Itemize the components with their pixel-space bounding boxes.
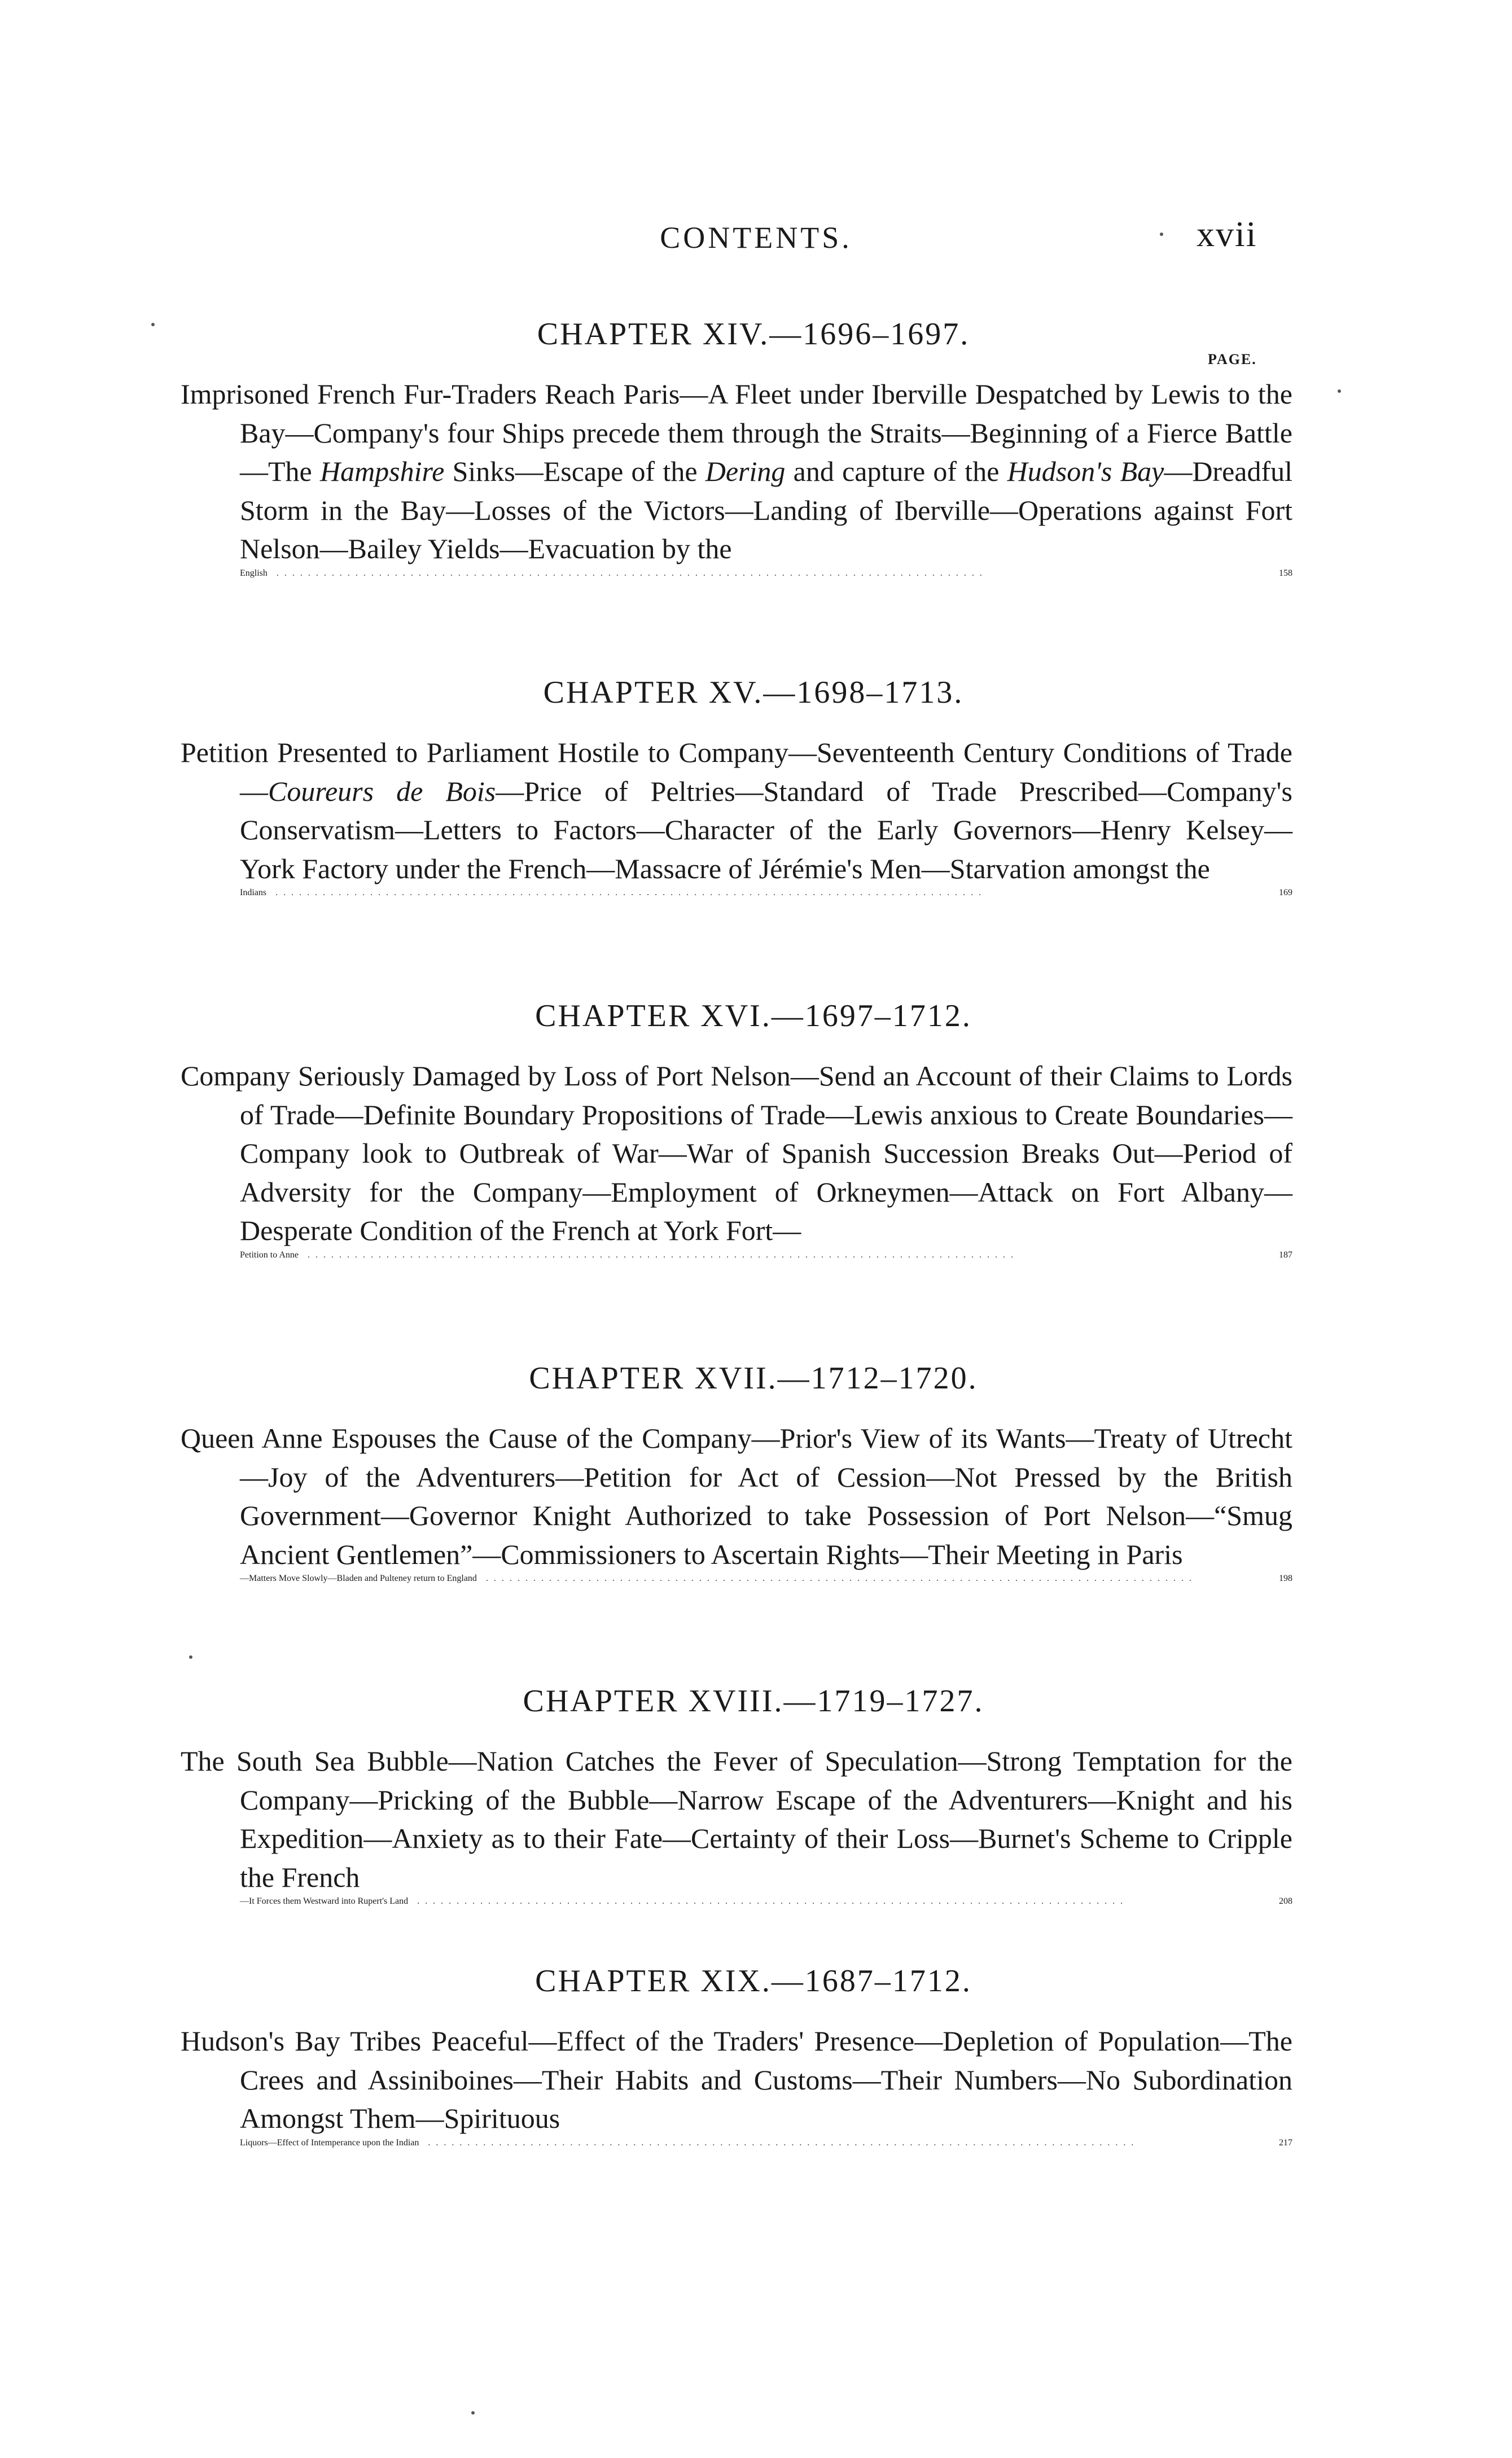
scan-speck (471, 2411, 475, 2415)
last-line-text: Liquors—Effect of Intemperance upon the Indian (240, 2137, 419, 2148)
chapter-entry-xviii (181, 1683, 1292, 1907)
scan-speck (189, 1655, 192, 1659)
ship-name-hudsons-bay: Hudson's Bay (1007, 455, 1164, 487)
last-line-text: English (240, 568, 268, 578)
last-line-text: Indians (240, 888, 267, 897)
chapter-summary: Imprisoned French Fur-Traders Reach Paris—A Fleet under Iberville Despatched by Lewis to the Bay—Company's four Ships precede them through the Straits—Beginning of a Fierce Battle—The Hampshire Sinks—Escape of the Dering and capture of the Hudson's Bay—Dreadful Storm in the Bay—Losses of the Victors—Landing of Iberville—Operations against Fort Nelson—Bailey Yields—Evacuation by the (181, 378, 1292, 564)
scan-speck (1338, 389, 1341, 393)
chapter-entry-xix (181, 1963, 1292, 2148)
chapter-entry-xiv (181, 316, 1292, 579)
page-ref: 158 (1279, 568, 1292, 578)
chapter-summary: Queen Anne Espouses the Cause of the Company—Prior's View of its Wants—Treaty of Utrecht—Joy of the Adventurers—Petition for Act of Cession—Not Pressed by the British Government—Governor Knight Authorized to take Possession of Port Nelson—“Smug Ancient Gentlemen”—Commissioners to Ascertain Rights—Their Meeting in Paris (181, 1422, 1292, 1570)
page-ref: 208 (1279, 1896, 1292, 1906)
last-line-text: Petition to Anne (240, 1250, 299, 1260)
last-line-text: —It Forces them Westward into Rupert's Land (240, 1896, 409, 1906)
chapter-summary: Hudson's Bay Tribes Peaceful—Effect of the Traders' Presence—Depletion of Population—The Crees and Assiniboines—Their Habits and Customs—Their Numbers—No Subordination Amongst Them—Spirituous (181, 2025, 1292, 2134)
chapter-heading: CHAPTER XIX.—1687–1712. (535, 1964, 972, 1999)
chapter-heading: CHAPTER XIV.—1696–1697. (537, 317, 970, 352)
page-number: xvii (1197, 214, 1257, 254)
chapter-heading: CHAPTER XVIII.—1719–1727. (523, 1684, 984, 1719)
leader-dots: .......................................................................................... (417, 1896, 1129, 1906)
leader-dots: .......................................................................................... (308, 1250, 1019, 1260)
leader-dots: .......................................................................................... (275, 888, 987, 897)
chapter-summary: Company Seriously Damaged by Loss of Port Nelson—Send an Account of their Claims to Lords of Trade—Definite Boundary Propositions of Trade—Lewis anxious to Create Boundaries—Company look to Outbreak of War—War of Spanish Succession Breaks Out—Period of Adversity for the Company—Employment of Orkneymen—Attack on Fort Albany—Desperate Condition of the French at York Fort— (181, 1060, 1292, 1246)
leader-dots: .......................................................................................... (485, 1574, 1197, 1583)
chapter-last-line (181, 1574, 1292, 1584)
page-ref: 187 (1279, 1250, 1292, 1260)
coureurs-de-bois-term: Coureurs de Bois (268, 775, 496, 807)
chapter-last-line (181, 2138, 1292, 2148)
chapter-heading: CHAPTER XVII.—1712–1720. (529, 1361, 978, 1396)
page-ref: 169 (1279, 888, 1292, 897)
leader-dots: .......................................................................................... (428, 2137, 1140, 2148)
running-title: CONTENTS. (660, 221, 852, 255)
page-ref: 217 (1279, 2137, 1292, 2148)
chapter-entry-xvii (181, 1360, 1292, 1584)
scan-speck (151, 323, 155, 326)
chapter-last-line (181, 1896, 1292, 1907)
leader-dots: .......................................................................................... (276, 568, 988, 578)
page-column-label: PAGE. (1208, 351, 1257, 367)
chapter-last-line (181, 1250, 1292, 1260)
last-line-text: —Matters Move Slowly—Bladen and Pulteney return to England (240, 1574, 477, 1583)
ship-name-hampshire: Hampshire (319, 455, 445, 487)
chapter-last-line (181, 568, 1292, 579)
chapter-heading: CHAPTER XV.—1698–1713. (543, 675, 964, 710)
chapter-summary: The South Sea Bubble—Nation Catches the Fever of Speculation—Strong Temptation for the Company—Pricking of the Bubble—Narrow Escape of the Adventurers—Knight and his Expedition—Anxiety as to their Fate—Certainty of their Loss—Burnet's Scheme to Cripple the French (181, 1745, 1292, 1893)
ship-name-dering: Dering (705, 455, 786, 487)
chapter-summary: Petition Presented to Parliament Hostile to Company—Seventeenth Century Conditions of Trade—Coureurs de Bois—Price of Peltries—Standard of Trade Prescribed—Company's Conservatism—Letters to Factors—Character of the Early Governors—Henry Kelsey—York Factory under the French—Massacre of Jérémie's Men—Starvation amongst the (181, 737, 1292, 884)
page-ref: 198 (1279, 1574, 1292, 1583)
chapter-last-line (181, 888, 1292, 898)
scan-speck (1160, 233, 1163, 236)
chapter-entry-xv (181, 674, 1292, 898)
chapter-heading: CHAPTER XVI.—1697–1712. (535, 998, 972, 1033)
chapter-entry-xvi (181, 998, 1292, 1260)
